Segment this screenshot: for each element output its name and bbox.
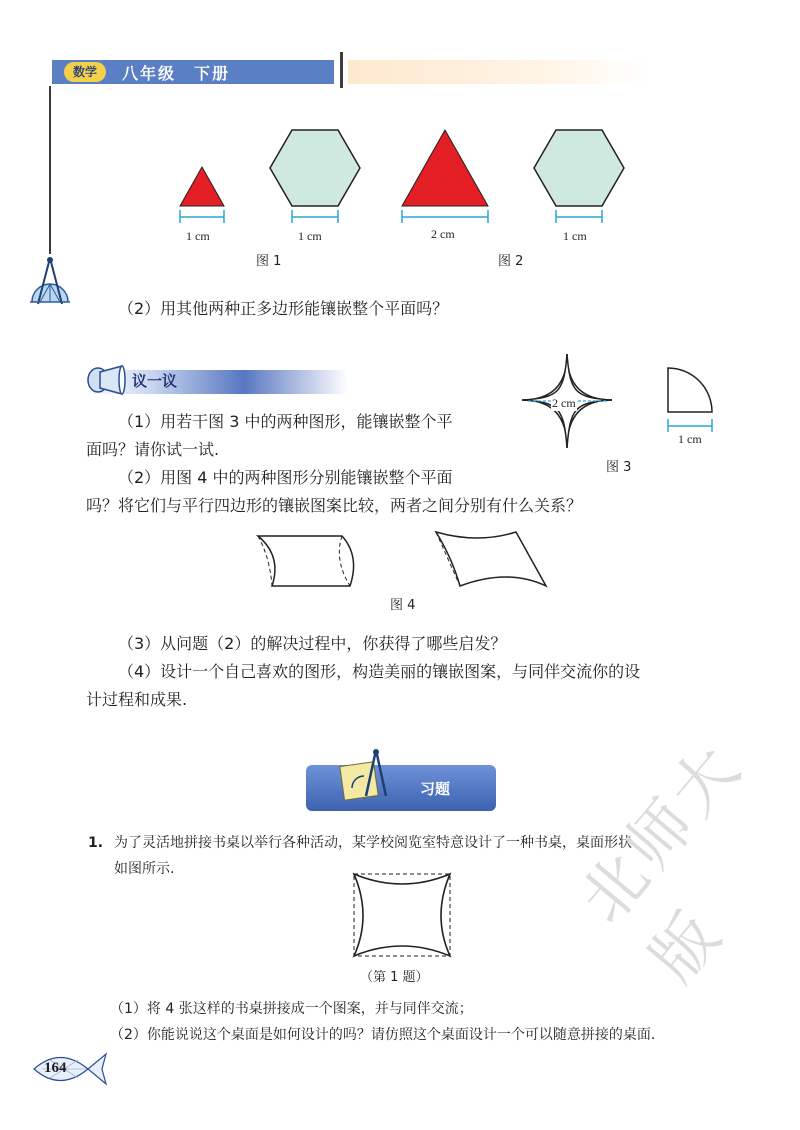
curved-parallelogram-1: [258, 536, 354, 586]
compass-icon: [26, 252, 74, 308]
figure-1-label: 图 1: [256, 254, 282, 269]
question-2: （2）用其他两种正多边形能镶嵌整个平面吗？: [118, 299, 449, 318]
publisher-watermark: 北师大版: [566, 728, 759, 997]
header-fade: [348, 60, 648, 84]
dim-label-quarter: 1 cm: [678, 432, 702, 446]
compass-note-icon: [336, 746, 396, 804]
exercise-1-number: 1.: [88, 835, 104, 851]
dim-label: 1 cm: [186, 229, 210, 243]
page-number: 164: [44, 1060, 67, 1076]
discussion-p4-line1: （4）设计一个自己喜欢的图形，构造美丽的镶嵌图案，与同伴交流你的设: [118, 662, 641, 681]
discussion-p4-line2: 计过程和成果.: [86, 690, 188, 709]
hexagon-1: [270, 130, 360, 206]
dim-label-star: 2 cm: [552, 396, 576, 410]
exercise-1-figure-label: （第 1 题）: [360, 970, 429, 985]
header-divider: [340, 52, 343, 88]
exercise-1-line2: 如图所示.: [114, 861, 175, 877]
figure-2-label: 图 2: [498, 254, 524, 269]
fish-icon: [30, 1046, 110, 1092]
discussion-title: 议一议: [132, 372, 178, 390]
hexagon-2: [534, 130, 624, 206]
dim-label: 1 cm: [563, 229, 587, 243]
large-triangle: [402, 130, 488, 206]
quarter-circle-shape: [668, 368, 712, 412]
exercise-1-sub1: （1）将 4 张这样的书桌拼接成一个图案，并与同伴交流；: [110, 1001, 473, 1017]
discussion-p1-line1: （1）用若干图 3 中的两种图形，能镶嵌整个平: [118, 412, 453, 431]
curved-parallelogram-2: [436, 532, 546, 586]
figure-4: [250, 528, 550, 592]
discussion-p1-line2: 面吗？请你试一试.: [86, 440, 220, 459]
dim-label: 2 cm: [431, 227, 455, 241]
subject-badge: 数学: [64, 62, 106, 82]
discussion-p2-line1: （2）用图 4 中的两种图形分别能镶嵌整个平面: [118, 468, 453, 487]
margin-line: [49, 86, 51, 254]
megaphone-icon: [86, 362, 128, 398]
exercise-title: 习题: [420, 780, 451, 798]
exercise-banner: [306, 765, 496, 811]
discussion-p3: （3）从问题（2）的解决过程中，你获得了哪些启发？: [118, 634, 507, 653]
small-triangle: [180, 167, 224, 206]
exercise-1-line1: 为了灵活地拼接书桌以举行各种活动，某学校阅览室特意设计了一种书桌，桌面形状: [114, 835, 632, 851]
figures-1-2: [170, 122, 630, 232]
desk-top-shape: [354, 874, 450, 956]
exercise-1-sub2: （2）你能说说这个桌面是如何设计的吗？请仿照这个桌面设计一个可以随意拼接的桌面.: [110, 1027, 656, 1043]
header-title: 八年级 下册: [122, 64, 231, 83]
desk-shape-figure: [340, 868, 464, 962]
discussion-p2-line2: 吗？将它们与平行四边形的镶嵌图案比较，两者之间分别有什么关系？: [86, 496, 583, 515]
dim-label: 1 cm: [298, 229, 322, 243]
figure-3-label: 图 3: [606, 460, 632, 475]
figure-4-label: 图 4: [390, 598, 416, 613]
